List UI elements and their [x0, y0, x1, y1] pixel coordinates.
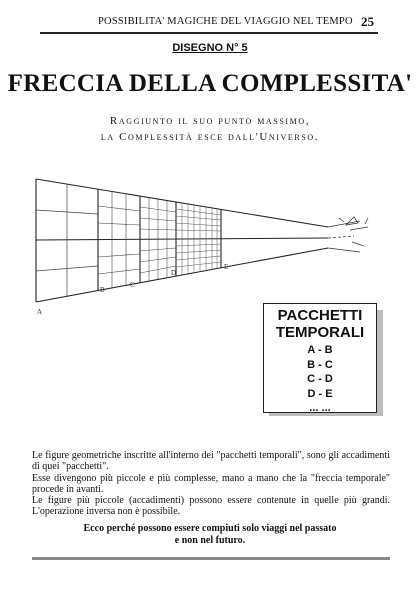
complexity-arrow-diagram [28, 170, 388, 320]
point-label-e: E [224, 263, 229, 271]
packet-item: ... ... [309, 402, 331, 414]
point-label-a: A [37, 308, 43, 316]
packet-grid-ab [36, 184, 98, 297]
footer-rule [32, 557, 390, 560]
figure-label: DISEGNO N° 5 [172, 42, 248, 54]
conclusion: Ecco perché possono essere compiuti solo viaggi nel passato e non nel futuro. [83, 523, 337, 546]
box-title: PACCHETTI TEMPORALI [275, 307, 365, 341]
point-label-d: D [171, 269, 177, 277]
packet-item: A - B [307, 344, 333, 356]
subtitle-line: Raggiunto il suo punto massimo, [109, 115, 311, 127]
page-number: 25 [361, 14, 374, 29]
packet-item: D - E [307, 387, 333, 400]
running-title: POSSIBILITA' MAGICHE DEL VIAGGIO NEL TEMPO [98, 16, 353, 27]
point-label-b: B [100, 286, 105, 294]
body-text [32, 450, 390, 518]
body-paragraph: Le figure geometriche inscritte all'interno dei "pacchetti temporali", sono gli accadimenti di quei "pacchetti". [32, 450, 390, 473]
packet-item: B - C [307, 358, 333, 371]
packet-list [264, 343, 376, 416]
header-rule [40, 32, 378, 34]
header-bar [40, 14, 378, 30]
body-paragraph: Le figure più piccole (accadimenti) possono essere contenute in quelle più grandi. L'operazione inversa non è possibile. [32, 495, 390, 518]
temporal-packets-box [263, 303, 377, 413]
point-label-c: C [130, 281, 135, 289]
subtitle [0, 113, 420, 145]
body-paragraph: Esse divengono più piccole e più complesse, mano a mano che la "freccia temporale" procede in avanti. [32, 472, 390, 495]
page-title: FRECCIA DELLA COMPLESSITA' [7, 70, 413, 97]
subtitle-line: la Complessità esce dall'Universo. [100, 131, 320, 143]
packet-item: C - D [307, 373, 333, 385]
cone-tip-marks [328, 217, 368, 252]
